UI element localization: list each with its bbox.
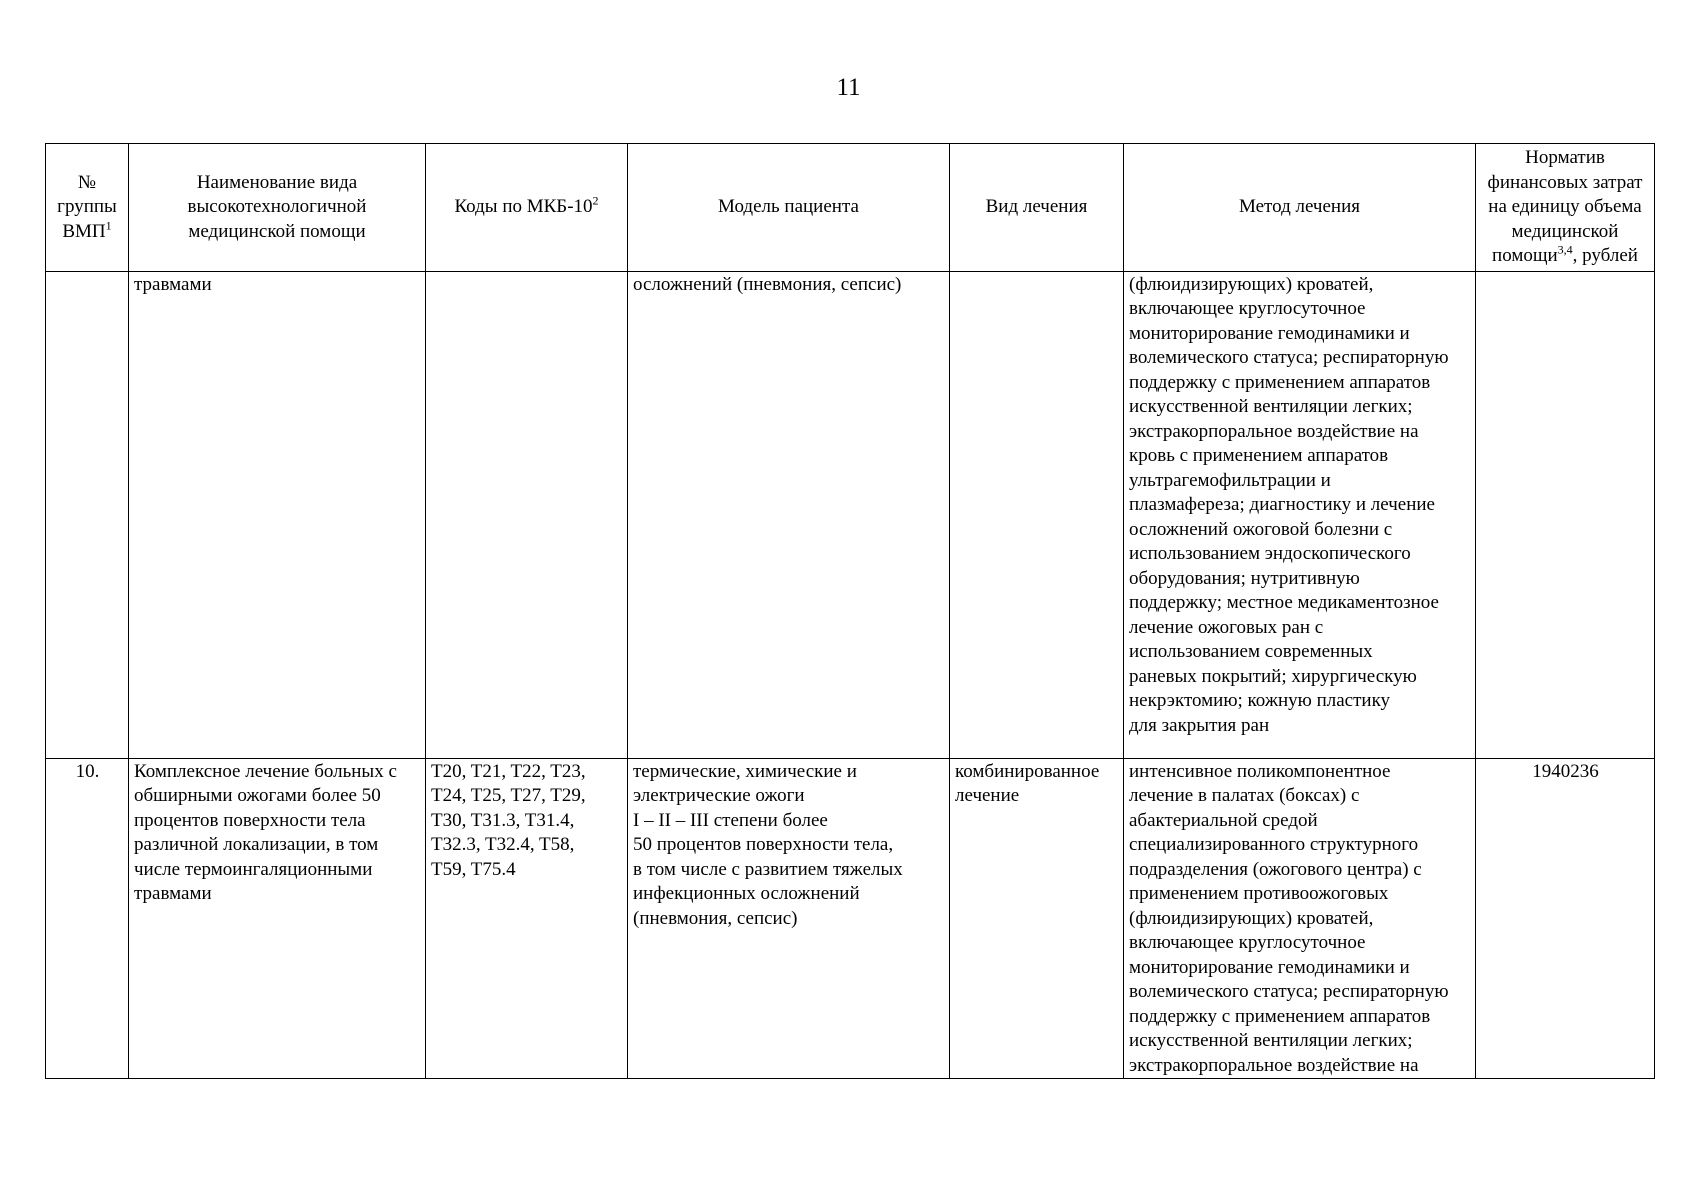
header-row xyxy=(46,144,1655,272)
cell-group-no xyxy=(46,271,129,758)
cell-treatment-type xyxy=(950,271,1124,758)
cell-codes: T20, T21, T22, T23, T24, T25, T27, T29, T30, T31.3, T31.4, T32.3, T32.4, T58, T59, T75.4 xyxy=(426,758,628,1079)
header-group-no: № группы ВМП$^1$ xyxy=(46,144,129,272)
header-patient-model: Модель пациента xyxy=(628,144,950,272)
header-name: Наименование вида высокотехнологичной медицинской помощи xyxy=(129,144,426,272)
header-codes: Коды по МКБ-$10^2$ xyxy=(426,144,628,272)
cell-codes xyxy=(426,271,628,758)
table-row xyxy=(46,758,1655,1079)
table-row xyxy=(46,271,1655,758)
cell-norm: 1940236 xyxy=(1476,758,1655,1079)
vmp-table xyxy=(45,143,1655,1079)
cell-patient-model: осложнений (пневмония, сепсис) xyxy=(628,271,950,758)
cell-group-no: 10. xyxy=(46,758,129,1079)
page-number: 11 xyxy=(836,74,861,101)
header-treatment-type: Вид лечения xyxy=(950,144,1124,272)
header-method: Метод лечения xyxy=(1124,144,1476,272)
cell-name: травмами xyxy=(129,271,426,758)
cell-name: Комплексное лечение больных с обширными ожогами более 50 процентов поверхности тела различной локализации, в том числе термоингаляционными травмами xyxy=(129,758,426,1079)
cell-treatment-type: комбинированное лечение xyxy=(950,758,1124,1079)
cell-method: интенсивное поликомпонентное лечение в палатах (боксах) с абактериальной средой специализированного структурного подразделения (ожогового центра) с применением противоожоговых (флюидизирующих) кроватей, включающее круглосуточное мониторирование гемодинамики и волемического статуса; респираторную поддержку с применением аппаратов искусственной вентиляции легких; экстракорпоральное воздействие на xyxy=(1124,758,1476,1079)
cell-patient-model: термические, химические и электрические ожоги I – II – III степени более 50 процентов поверхности тела, в том числе с развитием тяжелых инфекционных осложнений (пневмония, сепсис) xyxy=(628,758,950,1079)
cell-norm xyxy=(1476,271,1655,758)
cell-method: (флюидизирующих) кроватей, включающее круглосуточное мониторирование гемодинамики и волемического статуса; респираторную поддержку с применением аппаратов искусственной вентиляции легких; экстракорпоральное воздействие на кровь с применением аппаратов ультрагемофильтрации и плазмафереза; диагностику и лечение осложнений ожоговой болезни с использованием эндоскопического оборудования; нутритивную поддержку; местное медикаментозное лечение ожоговых ран с использованием современных раневых покрытий; хирургическую некрэктомию; кожную пластику для закрытия ран xyxy=(1124,271,1476,758)
header-norm: Норматив финансовых затрат на единицу объема медицинской помощи$^{3,4}$, рублей xyxy=(1476,144,1655,272)
